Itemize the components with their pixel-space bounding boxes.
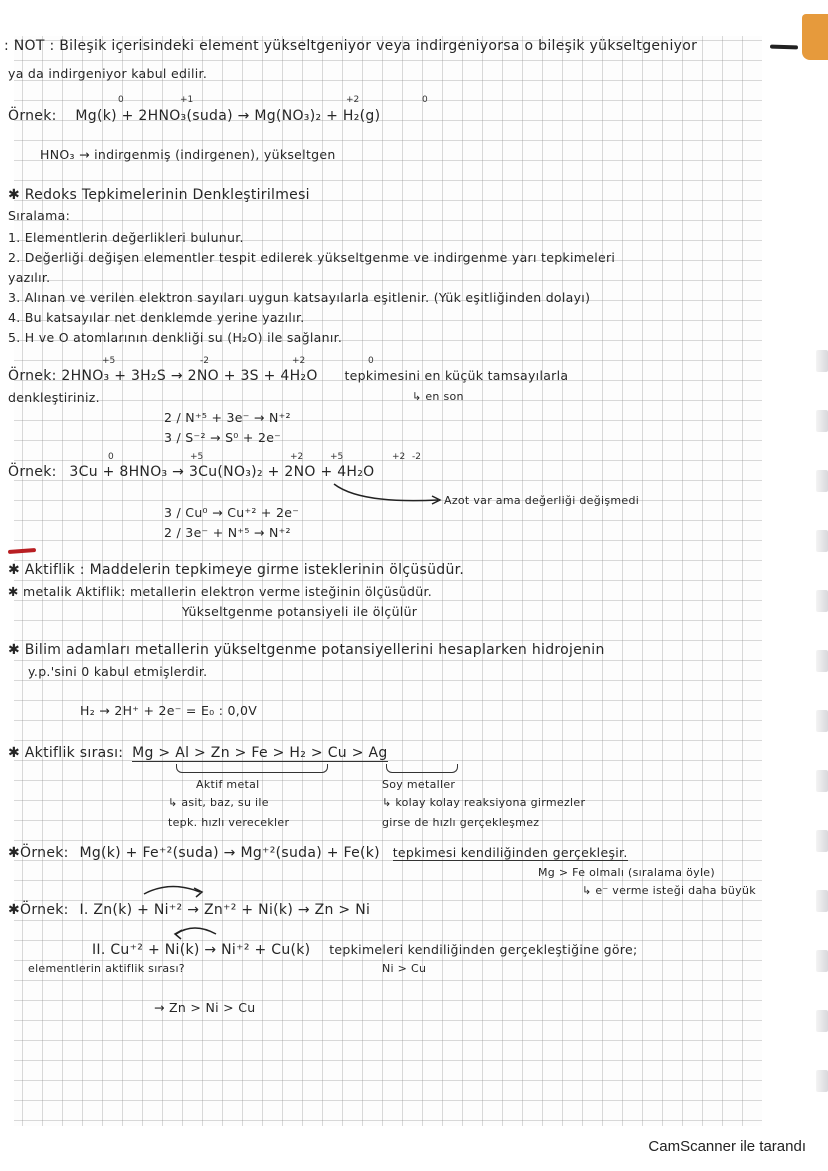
note-line-2: ya da indirgeniyor kabul edilir. [8, 66, 208, 81]
activity-definition: ✱ Aktiflik : Maddelerin tepkimeye girme isteklerinin ölçüsüdür. [8, 562, 465, 578]
example-3 [8, 464, 375, 480]
step-2: 2. Değerliği değişen elementler tespit edilerek yükseltgenme ve indirgenme yarı tepkimeleri [8, 250, 616, 265]
ox-state: +2 [292, 356, 306, 366]
example-3-annotation: Azot var ama değerliği değişmedi [444, 494, 640, 507]
ox-state: 0 [422, 95, 428, 105]
example-5-answer: → Zn > Ni > Cu [154, 1000, 256, 1015]
ox-state: +2 [392, 452, 406, 462]
example-label: Örnek: [8, 108, 57, 124]
example-tail: tepkimeleri kendiliğinden gerçekleştiğine göre; [329, 942, 638, 957]
ox-state: 0 [368, 356, 374, 366]
step-5: 5. H ve O atomlarının denkliği su (H₂O) ile sağlanır. [8, 330, 343, 345]
ox-state: +5 [330, 452, 344, 462]
example-4-note-1: Mg > Fe olmalı (sıralama öyle) [538, 866, 715, 879]
ox-state: +1 [180, 95, 194, 105]
equation: 2HNO₃ + 3H₂S → 2NO + 3S + 4H₂O [61, 368, 318, 384]
example-label: Örnek: [8, 368, 57, 384]
example-5-ni-cu: Ni > Cu [382, 962, 427, 975]
curved-arrow-icon [330, 480, 450, 510]
equation-1: I. Zn(k) + Ni⁺² → Zn⁺² + Ni(k) → Zn > Ni [79, 902, 371, 918]
step-1: 1. Elementlerin değerlikleri bulunur. [8, 230, 244, 245]
noble-metal-note-1: ↳ kolay kolay reaksiyona girmezler [382, 796, 586, 809]
activity-series-values: Mg > Al > Zn > Fe > H₂ > Cu > Ag [132, 745, 388, 761]
example-5-eq2 [92, 942, 637, 958]
activity-series-label: ✱ Aktiflik sırası: [8, 745, 124, 761]
ox-state: 0 [118, 95, 124, 105]
equation-2: II. Cu⁺² + Ni(k) → Ni⁺² + Cu(k) [92, 942, 311, 958]
half-reaction-1: 3 / Cu⁰ → Cu⁺² + 2e⁻ [164, 505, 300, 520]
margin-dash [770, 45, 798, 50]
brace-noble [386, 764, 458, 773]
hydrogen-equation: H₂ → 2H⁺ + 2e⁻ = E₀ : 0,0V [80, 703, 258, 718]
example-label: Örnek: [8, 464, 57, 480]
metallic-activity-note: Yükseltgenme potansiyeli ile ölçülür [182, 604, 418, 619]
example-2-line2: denkleştiriniz. [8, 390, 100, 405]
example-4 [8, 845, 628, 861]
metallic-activity-definition: ✱ metalik Aktiflik: metallerin elektron verme isteğinin ölçüsüdür. [8, 584, 433, 599]
example-label: ✱Örnek: [8, 902, 69, 918]
note-line-1: : NOT : Bileşik içerisindeki element yükseltgeniyor veya indirgeniyorsa o bileşik yükseltgeniyor [4, 38, 698, 54]
noble-metal-label: Soy metaller [382, 778, 456, 791]
equation: 3Cu + 8HNO₃ → 3Cu(NO₃)₂ + 2NO + 4H₂O [69, 464, 375, 480]
example-5 [8, 902, 370, 918]
notebook-binding [814, 330, 828, 1130]
section-title-redox: ✱ Redoks Tepkimelerinin Denkleştirilmesi [8, 187, 310, 203]
camscanner-watermark: CamScanner ile tarandı [648, 1138, 806, 1155]
orange-tab [802, 14, 828, 60]
active-metal-note-2: tepk. hızlı verecekler [168, 816, 290, 829]
scientists-line-1: ✱ Bilim adamları metallerin yükseltgenme potansiyellerini hesaplarken hidrojenin [8, 642, 605, 658]
half-reaction-2: 3 / S⁻² → S⁰ + 2e⁻ [164, 430, 282, 445]
ox-state: 0 [108, 452, 114, 462]
example-label: ✱Örnek: [8, 845, 69, 861]
example-1-conclusion: HNO₃ → indirgenmiş (indirgenen), yükseltgen [40, 147, 336, 162]
equation: Mg(k) + Fe⁺²(suda) → Mg⁺²(suda) + Fe(k) [79, 845, 380, 861]
example-1 [8, 108, 380, 124]
ox-state: -2 [200, 356, 209, 366]
equation: Mg(k) + 2HNO₃(suda) → Mg(NO₃)₂ + H₂(g) [75, 108, 381, 124]
brace-active [176, 764, 328, 773]
ox-state: +2 [346, 95, 360, 105]
section-subtitle: Sıralama: [8, 208, 71, 223]
half-reaction-2: 2 / 3e⁻ + N⁺⁵ → N⁺² [164, 525, 291, 540]
curved-arrow-icon [140, 880, 210, 900]
ox-state: -2 [412, 452, 421, 462]
ox-state: +5 [190, 452, 204, 462]
example-2-note: ↳ en son [412, 390, 464, 403]
step-4: 4. Bu katsayılar net denklemde yerine yazılır. [8, 310, 305, 325]
ox-state: +2 [290, 452, 304, 462]
step-3: 3. Alınan ve verilen elektron sayıları uygun katsayılarla eşitlenir. (Yük eşitliğinden dolayı) [8, 290, 591, 305]
active-metal-note-1: ↳ asit, baz, su ile [168, 796, 269, 809]
step-2-cont: yazılır. [8, 270, 51, 285]
example-tail: tepkimesi kendiliğinden gerçekleşir. [392, 845, 628, 860]
curved-arrow-icon [172, 922, 222, 942]
scientists-line-2: y.p.'sini 0 kabul etmişlerdir. [28, 664, 208, 679]
example-tail: tepkimesini en küçük tamsayılarla [344, 368, 569, 383]
active-metal-label: Aktif metal [196, 778, 260, 791]
ox-state: +5 [102, 356, 116, 366]
activity-series [8, 745, 388, 761]
noble-metal-note-2: girse de hızlı gerçekleşmez [382, 816, 540, 829]
half-reaction-1: 2 / N⁺⁵ + 3e⁻ → N⁺² [164, 410, 291, 425]
example-5-question: elementlerin aktiflik sırası? [28, 962, 185, 975]
example-2 [8, 368, 568, 384]
example-4-note-2: ↳ e⁻ verme isteği daha büyük [582, 884, 756, 897]
